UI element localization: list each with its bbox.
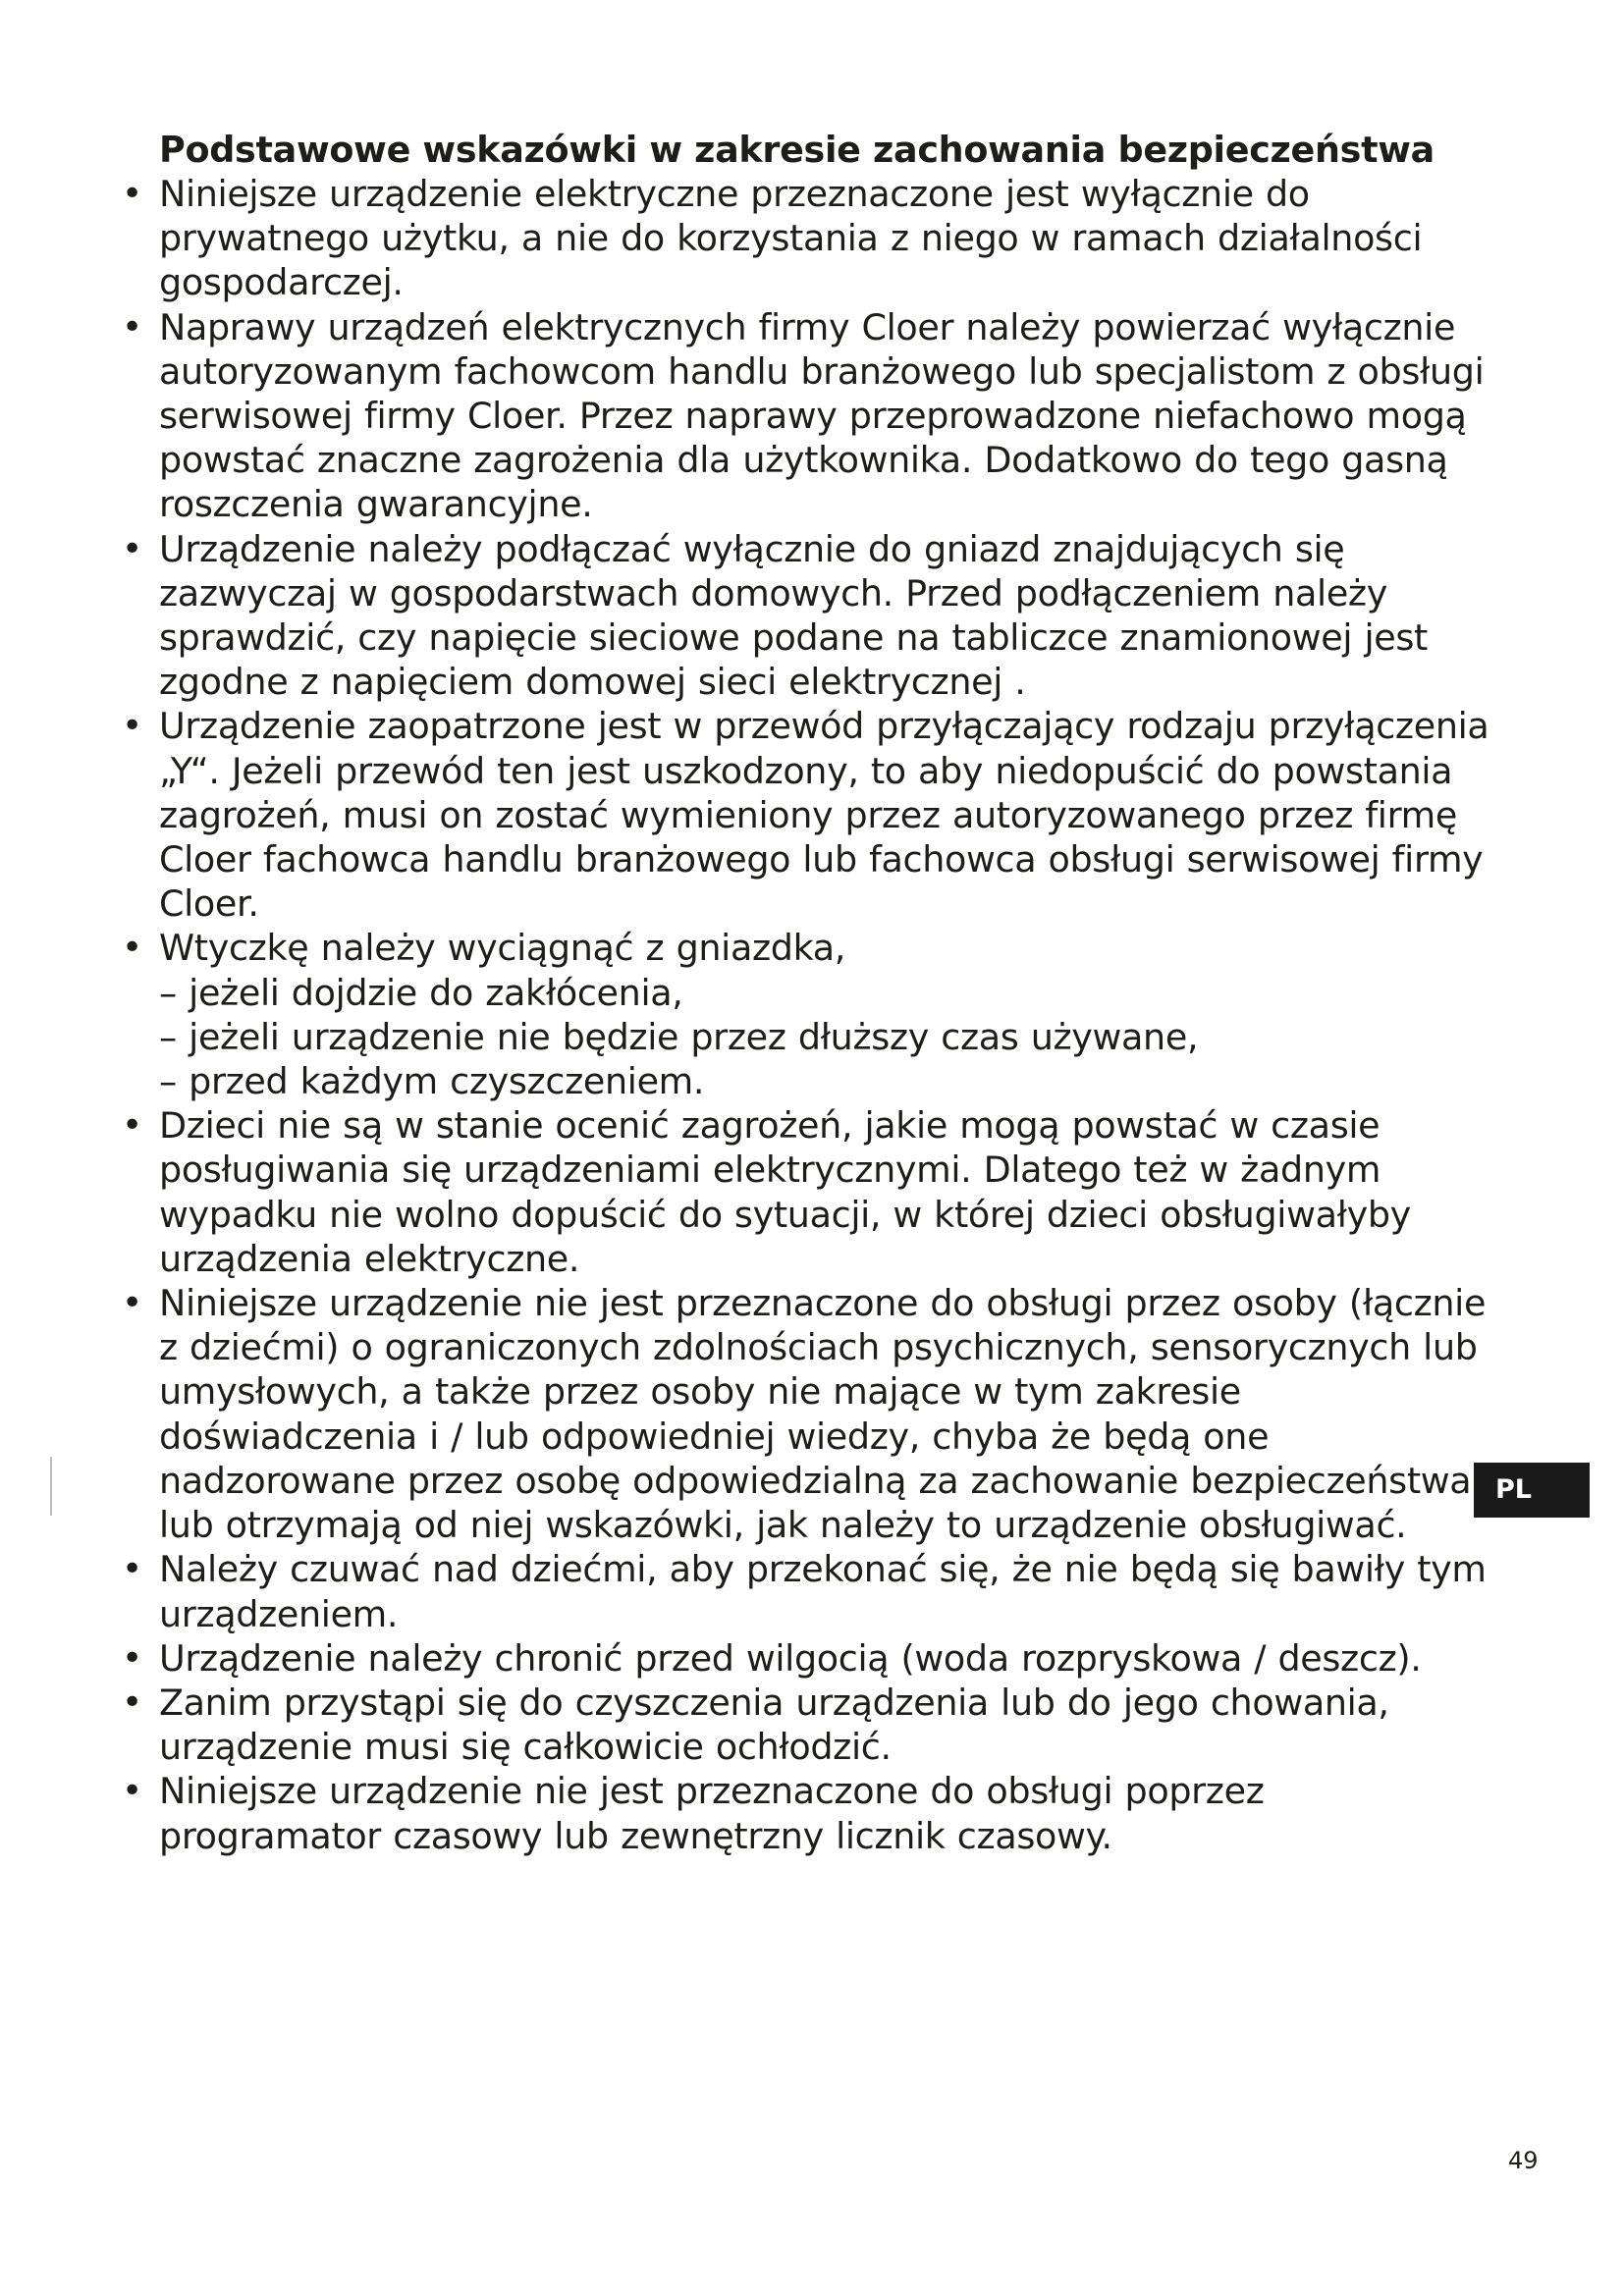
bullet: • <box>122 174 142 214</box>
list-item <box>122 172 1494 305</box>
list-item <box>122 527 1494 705</box>
list-item <box>122 1547 1494 1635</box>
sub-item: – jeżeli dojdzie do zakłócenia, <box>159 971 683 1014</box>
list-item <box>122 1636 1494 1681</box>
list-item-text: Zanim przystąpi się do czyszczenia urządzenia lub do jego chowania, urządzenie musi się całkowicie ochłodzić. <box>159 1681 1389 1769</box>
section-heading: Podstawowe wskazówki w zakresie zachowania bezpieczeństwa <box>159 129 1435 171</box>
list-item-text: Należy czuwać nad dziećmi, aby przekonać się, że nie będą się bawiły tym urządzeniem. <box>159 1548 1487 1635</box>
bullet: • <box>122 928 142 969</box>
sub-item: – jeżeli urządzenie nie będzie przez dłuższy czas używane, <box>159 1015 1199 1058</box>
bullet: • <box>122 1771 142 1812</box>
list-item <box>122 1681 1494 1769</box>
list-item-text: Wtyczkę należy wyciągnąć z gniazdka, <box>159 927 846 970</box>
bullet: • <box>122 1105 142 1147</box>
list-item <box>122 305 1494 527</box>
list-item <box>122 926 1494 1103</box>
list-item-text: Dzieci nie są w stanie ocenić zagrożeń, jakie mogą powstać w czasie posługiwania się urządzeniami elektrycznymi. Dlatego też w żadnym wypadku nie wolno dopuścić do sytuacji, w której dzieci obsługiwałyby urządzenia elektryczne. <box>159 1104 1411 1280</box>
list-item-text: Urządzenie zaopatrzone jest w przewód przyłączający rodzaju przyłączenia „Y“. Jeżeli przewód ten jest uszkodzony, to aby niedopuścić do powstania zagrożeń, musi on zostać wymieniony przez autoryzowanego przez firmę Cloer fachowca handlu branżowego lub fachowca obsługi serwisowej firmy Cloer. <box>159 705 1489 926</box>
list-item-text: Niniejsze urządzenie nie jest przeznaczone do obsługi poprzez programator czasowy lub zewnętrzny licznik czasowy. <box>159 1770 1265 1857</box>
bullet: • <box>122 1637 142 1679</box>
bullet: • <box>122 1549 142 1590</box>
list-item-text: Niniejsze urządzenie nie jest przeznaczone do obsługi przez osoby (łącznie z dziećmi) o ograniczonych zdolnościach psychicznych, sensorycznych lub umysłowych, a także przez osoby nie mające w tym zakresie doświadczenia i / lub odpowiedniej wiedzy, chyba że będą one nadzorowane przez osobę odpowiedzialną za zachowanie bezpieczeństwa lub otrzymają od niej wskazówki, jak należy to urządzenie obsługiwać. <box>159 1282 1487 1547</box>
bullet: • <box>122 306 142 347</box>
list-item-text: Urządzenie należy podłączać wyłącznie do gniazd znajdujących się zazwyczaj w gospodarstwach domowych. Przed podłączeniem należy sprawdzić, czy napięcie sieciowe podane na tabliczce znamionowej jest zgodne z napięciem domowej sieci elektrycznej . <box>159 527 1428 704</box>
safety-section <box>122 128 1494 1858</box>
language-tab: PL <box>1474 1463 1590 1518</box>
list-item-text: Niniejsze urządzenie elektryczne przeznaczone jest wyłącznie do prywatnego użytku, a nie do korzystania z niego w ramach działalności gospodarczej. <box>159 173 1423 304</box>
list-item <box>122 1281 1494 1547</box>
bullet: • <box>122 706 142 747</box>
sub-item: – przed każdym czyszczeniem. <box>159 1060 705 1103</box>
bullet: • <box>122 1283 142 1324</box>
list-item-text: Naprawy urządzeń elektrycznych firmy Cloer należy powierzać wyłącznie autoryzowanym fachowcom handlu branżowego lub specjalistom z obsługi serwisowej firmy Cloer. Przez naprawy przeprowadzone niefachowo mogą powstać znaczne zagrożenia dla użytkownika. Dodatkowo do tego gasną roszczenia gwarancyjne. <box>159 305 1485 526</box>
safety-list <box>122 172 1494 1858</box>
list-item <box>122 704 1494 926</box>
list-item <box>122 1769 1494 1857</box>
page-number: 49 <box>1508 2147 1539 2174</box>
list-item <box>122 1103 1494 1281</box>
list-item-text: Urządzenie należy chronić przed wilgocią (woda rozpryskowa / deszcz). <box>159 1636 1422 1680</box>
bullet: • <box>122 528 142 569</box>
margin-divider <box>50 1457 52 1516</box>
bullet: • <box>122 1682 142 1723</box>
